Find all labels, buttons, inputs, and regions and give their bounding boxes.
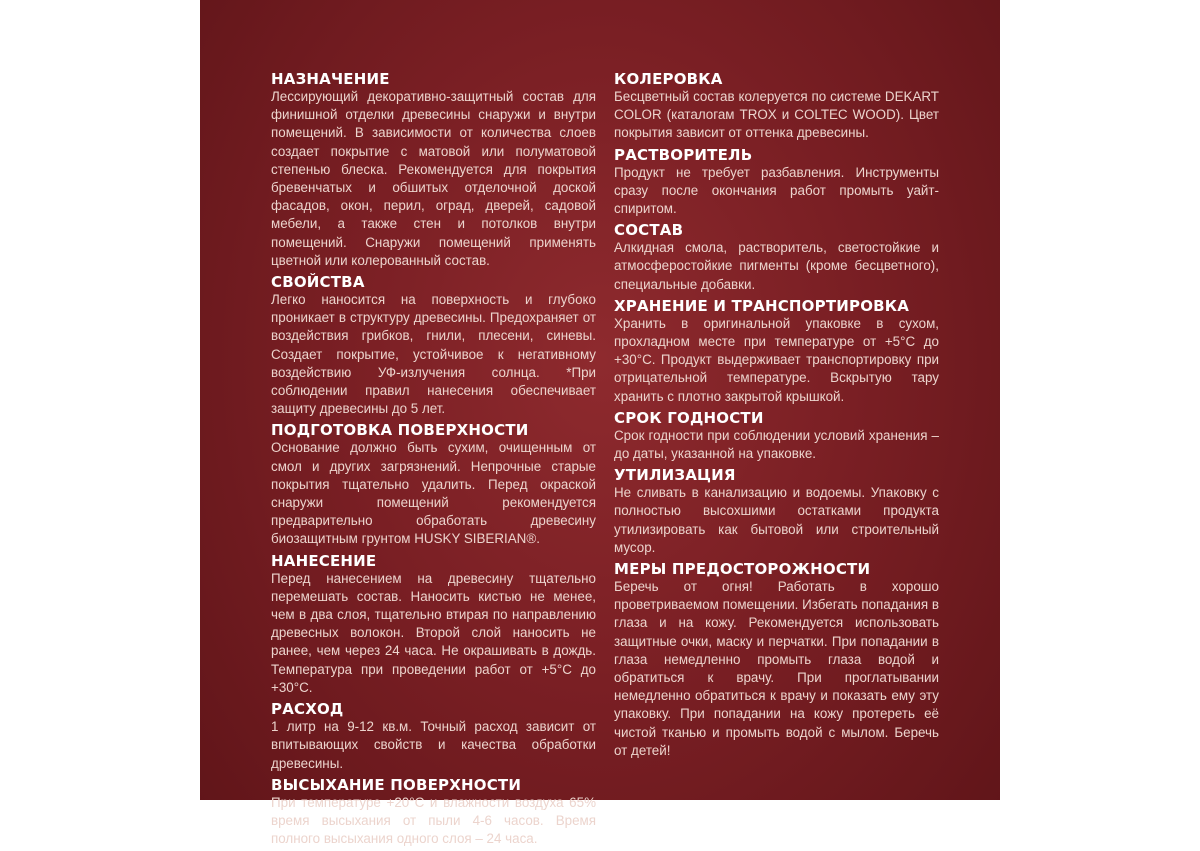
- section-heading: ПОДГОТОВКА ПОВЕРХНОСТИ: [271, 421, 529, 440]
- section-tinting: [614, 70, 939, 143]
- section-text: Не сливать в канализацию и водоемы. Упаковку с полностью высохшими остатками продукта утилизировать как бытовой или строительный мусор.: [614, 485, 939, 555]
- section-heading: СРОК ГОДНОСТИ: [614, 408, 764, 427]
- section-heading: РАСТВОРИТЕЛЬ: [614, 145, 753, 164]
- section-text: Лессирующий декоративно-защитный состав для финишной отделки древесины снаружи и внутри помещений. В зависимости от количества слоев создает покрытие с матовой или полуматовой степенью блеска. Рекомендуется для покрытия бревенчатых и обшитых отделочной доской фасадов, окон, перил, оград, дверей, садовой мебели, а также стен и потолков внутри помещений. Снаружи помещений применять цветной или колерованный состав.: [271, 89, 596, 268]
- section-heading: УТИЛИЗАЦИЯ: [614, 466, 736, 485]
- section-precautions: [614, 560, 939, 760]
- left-column: [271, 70, 596, 851]
- section-text: Бесцветный состав колеруется по системе DEKART COLOR (каталогам TROX и COLTEC WOOD). Цвет покрытия зависит от оттенка древесины.: [614, 89, 939, 141]
- section-drying: [271, 776, 596, 849]
- section-heading: КОЛЕРОВКА: [614, 70, 723, 88]
- section-heading: ВЫСЫХАНИЕ ПОВЕРХНОСТИ: [271, 775, 522, 794]
- right-column: [614, 70, 939, 763]
- section-text: При температуре +20°С и влажности воздуха 65% время высыхания от пыли 4-6 часов. Время полного высыхания одного слоя – 24 часа.: [271, 794, 596, 847]
- section-heading: РАСХОД: [271, 700, 344, 719]
- section-text: Продукт не требует разбавления. Инструменты сразу после окончания работ промыть уайт-спиритом.: [614, 164, 939, 217]
- section-application: [271, 552, 596, 697]
- section-composition: [614, 221, 939, 294]
- section-properties: [271, 273, 596, 418]
- section-storage: [614, 297, 939, 406]
- label-panel: [200, 0, 1000, 847]
- section-heading: НАЗНАЧЕНИЕ: [271, 70, 390, 88]
- section-text: Хранить в оригинальной упаковке в сухом, прохладном месте при температуре от +5°С до +30°С. Продукт выдерживает транспортировку при отрицательной температуре. Вскрытую тару хранить с плотно закрытой крышкой.: [614, 315, 939, 404]
- section-text: Алкидная смола, растворитель, светостойкие и атмосферостойкие пигменты (кроме бесцветного), специальные добавки.: [614, 240, 939, 292]
- section-heading: ХРАНЕНИЕ И ТРАНСПОРТИРОВКА: [614, 296, 910, 315]
- section-surface-preparation: [271, 421, 596, 548]
- section-text: Перед нанесением на древесину тщательно перемешать состав. Наносить кистью не менее, чем в два слоя, тщательно втирая по направлению древесных волокон. Второй слой наносить не ранее, чем через 24 часа. Не окрашивать в дождь. Температура при проведении работ от +5°С до +30°С.: [271, 570, 596, 695]
- section-text: 1 литр на 9-12 кв.м. Точный расход зависит от впитывающих свойств и качества обработки древесины.: [271, 719, 596, 771]
- section-solvent: [614, 146, 939, 219]
- section-heading: НАНЕСЕНИЕ: [271, 551, 377, 570]
- section-heading: МЕРЫ ПРЕДОСТОРОЖНОСТИ: [614, 560, 871, 579]
- section-text: Срок годности при соблюдении условий хранения – до даты, указанной на упаковке.: [614, 427, 939, 462]
- section-text: Беречь от огня! Работать в хорошо проветриваемом помещении. Избегать попадания в глаза и на кожу. Рекомендуется использовать защитные очки, маску и перчатки. При попадании в глаза немедленно промыть глаза водой и обратиться к врачу. При проглатывании немедленно обратиться к врачу и показать ему эту упаковку. При попадании на кожу протереть её чистой тканью и промыть водой с мылом. Беречь от детей!: [614, 579, 939, 758]
- section-consumption: [271, 700, 596, 773]
- section-heading: СОСТАВ: [614, 221, 684, 240]
- section-shelf-life: [614, 409, 939, 463]
- section-text: Основание должно быть сухим, очищенным от смол и других загрязнений. Непрочные старые покрытия тщательно удалить. Перед окраской снаружи помещений рекомендуется предварительно обработать древесину биозащитным грунтом HUSKY SIBERIAN®.: [271, 440, 596, 547]
- section-disposal: [614, 466, 939, 557]
- section-purpose: [271, 70, 596, 270]
- section-text: Легко наносится на поверхность и глубоко проникает в структуру древесины. Предохраняет от воздействия грибков, гнили, плесени, синевы. Создает покрытие, устойчивое к негативному воздействию УФ-излучения солнца. *При соблюдении правил нанесения обеспечивает защиту древесины до 5 лет.: [271, 292, 596, 417]
- section-heading: СВОЙСТВА: [271, 273, 365, 292]
